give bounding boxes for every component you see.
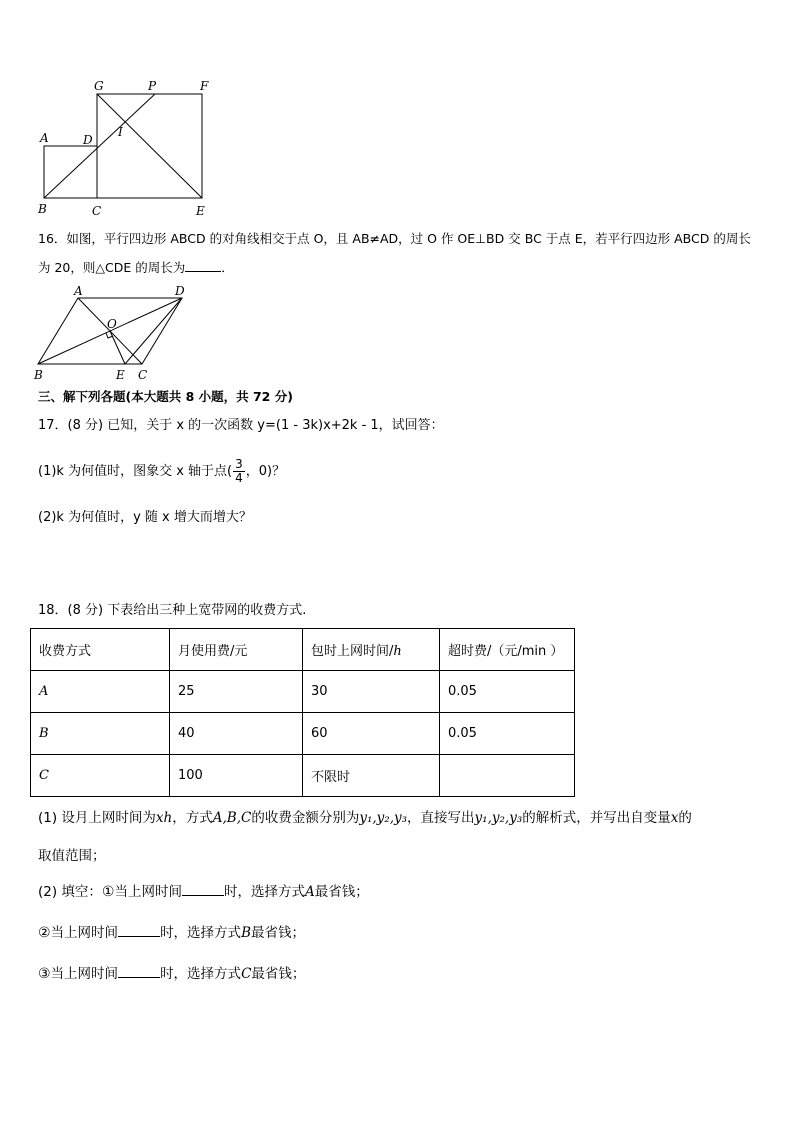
circled-three: ③: [38, 966, 51, 982]
table-cell: 100: [170, 755, 303, 797]
q18-p1-x: x: [670, 810, 679, 826]
q18-fill-2: [38, 923, 305, 943]
label-a: A: [40, 131, 49, 145]
fill-text-c: 最省钱；: [251, 966, 306, 982]
table-row: [31, 755, 575, 797]
q18-p1-text-b: ，方式: [172, 810, 213, 826]
table-cell: 60: [303, 713, 440, 755]
q17-stem: 17．(8 分) 已知，关于 x 的一次函数 y=(1 - 3k)x+2k - 1，试回答：: [38, 418, 444, 433]
q18-p1-xh: xh: [155, 810, 173, 826]
circled-one: ①: [101, 884, 115, 900]
q18-p1-text-c: 的收费金额分别为: [251, 810, 360, 826]
q17-part1-text: (1)k 为何值时，图象交 x 轴于点(: [38, 464, 233, 479]
fill-text-c: 最省钱；: [314, 884, 369, 900]
header-method: 收费方式: [31, 629, 170, 671]
fill-text-a: 当上网时间: [114, 884, 182, 900]
q18-fill-3: [38, 964, 305, 984]
table-cell: 25: [170, 671, 303, 713]
table-cell: [440, 755, 575, 797]
answer-blank: [182, 883, 224, 896]
fill-text-b: 时，选择方式: [223, 884, 305, 900]
fraction-three-quarters: [233, 458, 245, 485]
fill-text-a: 当上网时间: [50, 966, 119, 982]
label-g: G: [94, 79, 104, 93]
fill-letter: C: [241, 966, 252, 982]
header-unit-h: h: [393, 644, 402, 659]
q18-p1-ys-2: y₁,y₂,y₃: [474, 810, 523, 826]
label-o: O: [107, 317, 117, 331]
label-e: E: [116, 368, 125, 382]
table-cell: 30: [303, 671, 440, 713]
table-cell: A: [31, 671, 170, 713]
segment-de: [125, 298, 182, 364]
fill-text-b: 时，选择方式: [160, 966, 242, 982]
q18-part1-line1: [38, 808, 692, 828]
q16-line2: [38, 258, 234, 278]
fill-text-b: 时，选择方式: [160, 925, 242, 941]
label-b: B: [34, 368, 43, 382]
q16-line1: 16．如图，平行四边形 ABCD 的对角线相交于点 O，且 AB≠AD，过 O 作 OE⊥BD 交 BC 于点 E，若平行四边形 ABCD 的周长: [38, 231, 751, 246]
fraction-numerator: 3: [235, 457, 243, 471]
fill-text-c: 最省钱；: [250, 925, 305, 941]
header-overtime-fee: 超时费/（元/min ）: [440, 629, 575, 671]
q18-fill-1: [38, 882, 369, 902]
header-included-time: [303, 629, 440, 671]
table-cell: 0.05: [440, 713, 575, 755]
section-title: 三、解下列各题(本大题共 8 小题，共 72 分): [38, 389, 293, 404]
q17-part1: [38, 454, 285, 490]
geometry-figure-squares: [30, 76, 220, 221]
table-cell: B: [31, 713, 170, 755]
answer-blank: [185, 259, 221, 272]
header-included-time-text: 包时上网时间/: [311, 644, 394, 659]
label-i: I: [118, 125, 123, 139]
table-row: [31, 671, 575, 713]
q18-p1-ys: y₁,y₂,y₃: [359, 810, 408, 826]
fill-letter: A: [304, 884, 315, 900]
label-d: D: [175, 286, 185, 298]
q18-stem: 18．(8 分) 下表给出三种上宽带网的收费方式.: [38, 603, 307, 618]
q18-p1-text-a: (1) 设月上网时间为: [38, 810, 156, 826]
q17-part1-end: ，0)？: [245, 464, 286, 479]
q18-p1-text-d: ，直接写出: [407, 810, 475, 826]
fill-letter: B: [241, 925, 251, 941]
fill-text-a: 当上网时间: [50, 925, 119, 941]
label-e: E: [196, 204, 205, 218]
q18-part1-line2: 取值范围；: [38, 848, 106, 864]
line-ge: [97, 94, 202, 198]
label-a: A: [74, 286, 83, 298]
table-header-row: [31, 629, 575, 671]
table-cell: 40: [170, 713, 303, 755]
answer-blank: [118, 924, 160, 937]
label-f: F: [200, 79, 209, 93]
q18-p1-text-f: 的: [678, 810, 692, 826]
label-b: B: [38, 202, 47, 216]
table-cell: C: [31, 755, 170, 797]
answer-blank: [118, 965, 160, 978]
q16-line2-text: 为 20，则△CDE 的周长为: [38, 260, 186, 275]
q17-part2: (2)k 为何值时，y 随 x 增大而增大？: [38, 510, 252, 525]
table-row: [31, 713, 575, 755]
fraction-denominator: 4: [235, 471, 243, 485]
label-c: C: [138, 368, 148, 382]
q18-p1-text-e: 的解析式，并写出自变量: [522, 810, 671, 826]
table-cell: 0.05: [440, 671, 575, 713]
q18-p1-abc: A,B,C: [212, 810, 252, 826]
q16-line2-end: ．: [221, 260, 234, 275]
table-cell: 不限时: [303, 755, 440, 797]
label-p: P: [148, 79, 157, 93]
circled-two: ②: [38, 925, 51, 941]
q18-p2-intro: (2) 填空：: [38, 884, 102, 900]
header-monthly-fee: 月使用费/元: [170, 629, 303, 671]
label-d: D: [83, 133, 93, 147]
parallelogram-figure: [30, 286, 195, 384]
fee-table: [30, 628, 575, 797]
label-c: C: [92, 204, 102, 218]
